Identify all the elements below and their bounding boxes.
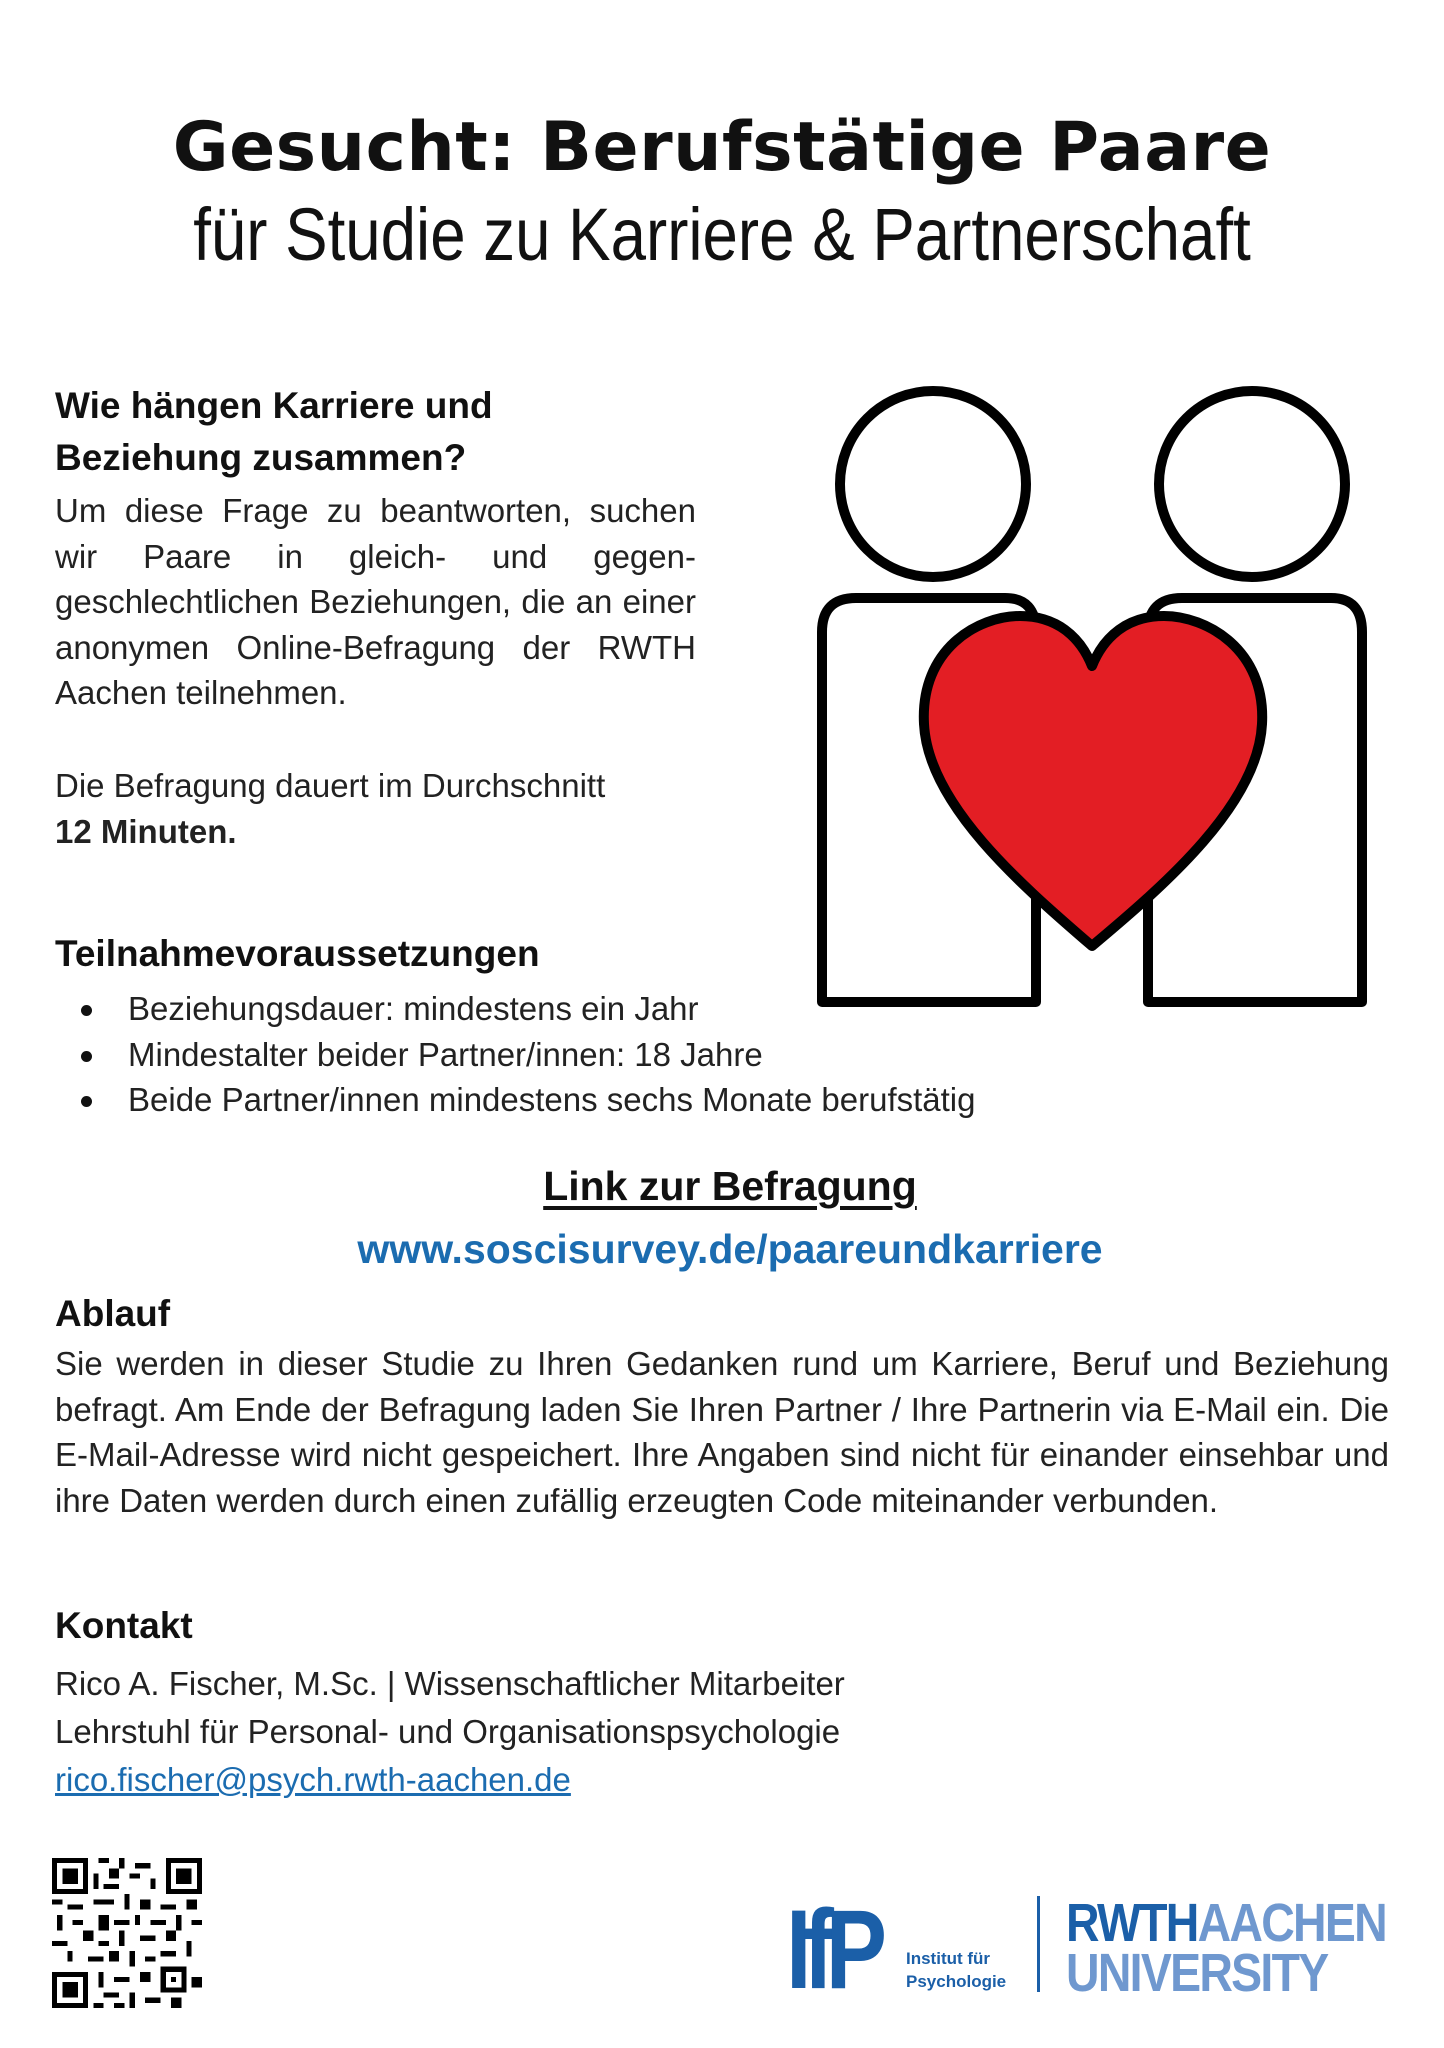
ifp-logo-mark: IfP — [786, 1896, 879, 1996]
survey-link-url[interactable]: www.soscisurvey.de/paareundkarriere — [357, 1226, 1103, 1272]
intro-heading-line1: Wie hängen Karriere und — [55, 385, 493, 426]
ifp-logo-line2: Psychologie — [906, 1972, 1007, 1991]
person-right-head-icon — [1159, 391, 1345, 577]
duration-value: 12 Minuten. — [55, 812, 237, 850]
ablauf-text: Sie werden in dieser Studie zu Ihren Gedanken rund um Karriere, Beruf und Beziehung befragt. Am Ende der Befragung laden Sie Ihren Partner / Ihre Partnerin via E-Mail ein. Die E-Mail-Adresse wird nicht gespeichert. Ihre Angaben sind nicht für einander einsehbar und ihre Daten werden durch einen zufällig erzeugten Code miteinander verbunden. — [55, 1345, 1389, 1519]
contact-chair: Lehrstuhl für Personal- und Organisationspsychologie — [55, 1713, 841, 1750]
kontakt-heading: Kontakt — [55, 1605, 193, 1646]
survey-link-heading: Link zur Befragung — [543, 1163, 917, 1209]
ifp-logo-text — [906, 1947, 1006, 1993]
rwth-logo-university: UNIVERSITY — [1066, 1943, 1328, 2003]
contact-block — [55, 1660, 845, 1804]
contact-email-link[interactable]: rico.fischer@psych.rwth-aachen.de — [55, 1761, 571, 1798]
rwth-logo-aachen: AACHEN — [1197, 1893, 1386, 1953]
duration-label: Die Befragung dauert im Durchschnitt — [55, 767, 606, 804]
ifp-logo — [786, 1896, 896, 1996]
list-item: Beide Partner/innen mindestens sechs Monate berufstätig — [55, 1077, 976, 1123]
qr-code[interactable] — [52, 1858, 202, 2008]
contact-name: Rico A. Fischer, M.Sc. | Wissenschaftlicher Mitarbeiter — [55, 1665, 845, 1702]
intro-heading-line2: Beziehung zusammen? — [55, 437, 467, 478]
requirements-list — [55, 986, 976, 1123]
ifp-logo-line1: Institut für — [906, 1949, 991, 1968]
poster-title: Gesucht: Berufstätige Paare — [172, 108, 1272, 187]
poster-subtitle: für Studie zu Karriere & Partnerschaft — [193, 193, 1251, 276]
intro-text: Um diese Frage zu beantworten, suchen wir Paare in gleich- und gegengeschlechtlichen Beziehungen, die an einer anonymen Online-Befragung der RWTH Aachen teilnehmen. — [55, 492, 696, 711]
duration-text — [55, 763, 696, 854]
ablauf-heading: Ablauf — [55, 1293, 171, 1334]
list-item: Beziehungsdauer: mindestens ein Jahr — [55, 986, 976, 1032]
couple-heart-illustration — [810, 384, 1370, 1010]
logo-divider — [1037, 1896, 1040, 1992]
rwth-logo — [1066, 1893, 1386, 2003]
list-item: Mindestalter beider Partner/innen: 18 Jahre — [55, 1032, 976, 1078]
intro-heading — [55, 380, 695, 484]
rwth-logo-rwth: RWTH — [1066, 1893, 1198, 1953]
person-left-head-icon — [840, 391, 1026, 577]
requirements-heading: Teilnahmevoraussetzungen — [55, 933, 540, 974]
